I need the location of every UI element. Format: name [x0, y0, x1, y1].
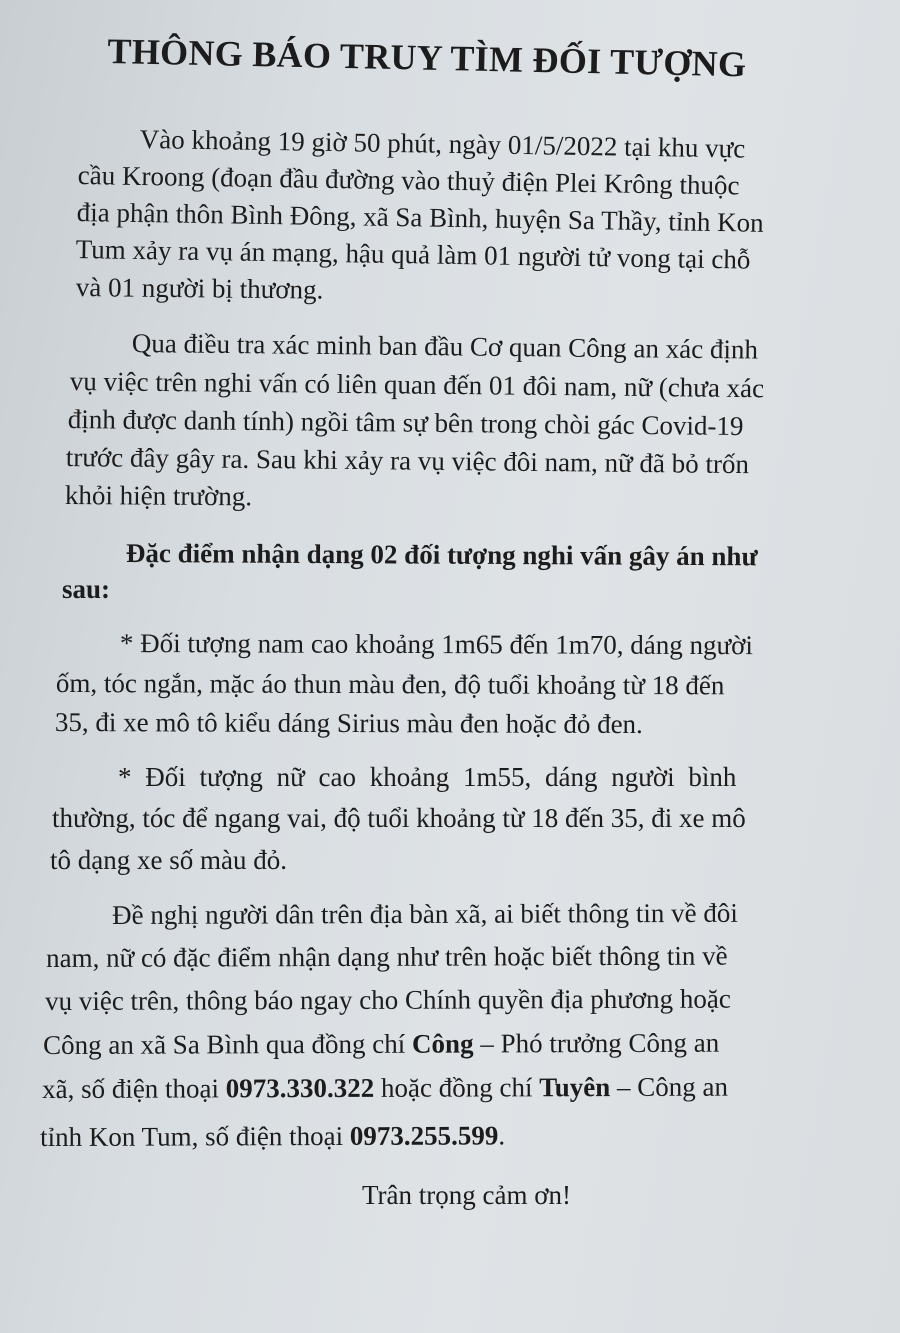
paragraph-2-line: Qua điều tra xác minh ban đầu Cơ quan Công an xác định [131, 328, 759, 365]
request-text: – Phó trưởng Công an [473, 1027, 720, 1059]
paragraph-2-line: vụ việc trên nghi vấn có liên quan đến 01 đôi nam, nữ (chưa xác [69, 366, 765, 404]
request-line: nam, nữ có đặc điểm nhận dạng như trên hoặc biết thông tin về [46, 940, 728, 973]
request-text: tỉnh Kon Tum, số điện thoại [40, 1120, 350, 1152]
paragraph-2-line: định được danh tính) ngồi tâm sự bên trong chòi gác Covid-19 [67, 404, 744, 442]
paragraph-1-line: địa phận thôn Bình Đông, xã Sa Bình, huyện Sa Thầy, tỉnh Kon [76, 197, 764, 238]
paragraph-1-line: cầu Kroong (đoạn đầu đường vào thuỷ điện Plei Krông thuộc [77, 160, 740, 201]
request-line [42, 1072, 728, 1105]
contact-name-cong: Công [411, 1028, 474, 1059]
request-line: Đề nghị người dân trên địa bàn xã, ai biết thông tin về đôi [112, 897, 738, 930]
suspect-male-line: ốm, tóc ngắn, mặc áo thun màu đen, độ tuổi khoảng từ 18 đến [55, 668, 725, 701]
request-line [43, 1028, 719, 1061]
paragraph-1-line: Vào khoảng 19 giờ 50 phút, ngày 01/5/2022 tại khu vực [139, 124, 746, 164]
suspect-female-line: * Đối tượng nữ cao khoảng 1m55, dáng người bình [118, 762, 737, 792]
request-line: vụ việc trên, thông báo ngay cho Chính quyền địa phương hoặc [45, 983, 731, 1016]
suspect-female-line: thường, tóc để ngang vai, độ tuổi khoảng từ 18 đến 35, đi xe mô [52, 803, 746, 833]
request-text: Công an xã Sa Bình qua đồng chí [43, 1028, 413, 1060]
characteristics-heading-cont: sau: [62, 574, 111, 604]
phone-number-1: 0973.330.322 [225, 1072, 375, 1104]
document-title: THÔNG BÁO TRUY TÌM ĐỐI TƯỢNG [107, 30, 747, 85]
request-text: – Công an [610, 1071, 729, 1103]
paragraph-2-line: trước đây gây ra. Sau khi xảy ra vụ việc đôi nam, nữ đã bỏ trốn [65, 442, 750, 480]
phone-number-2: 0973.255.599 [349, 1120, 499, 1151]
paragraph-2-line: khỏi hiện trường. [64, 480, 253, 512]
paragraph-1-line: Tum xảy ra vụ án mạng, hậu quả làm 01 người tử vong tại chỗ [75, 234, 751, 275]
closing-text: Trân trọng cảm ơn! [362, 1180, 571, 1210]
request-line [40, 1120, 505, 1153]
suspect-female-line: tô dạng xe số màu đỏ. [50, 845, 287, 875]
request-text: xã, số điện thoại [42, 1073, 226, 1104]
contact-name-tuyen: Tuyên [539, 1072, 611, 1103]
suspect-male-line: * Đối tượng nam cao khoảng 1m65 đến 1m70, dáng người [119, 628, 753, 661]
paragraph-1-line: và 01 người bị thương. [75, 272, 324, 305]
suspect-male-line: 35, đi xe mô tô kiểu dáng Sirius màu đen hoặc đỏ đen. [54, 707, 643, 740]
request-text: hoặc đồng chí [374, 1072, 540, 1103]
request-text: . [498, 1120, 506, 1151]
characteristics-heading: Đặc điểm nhận dạng 02 đối tượng nghi vấn gây án như [125, 538, 758, 572]
